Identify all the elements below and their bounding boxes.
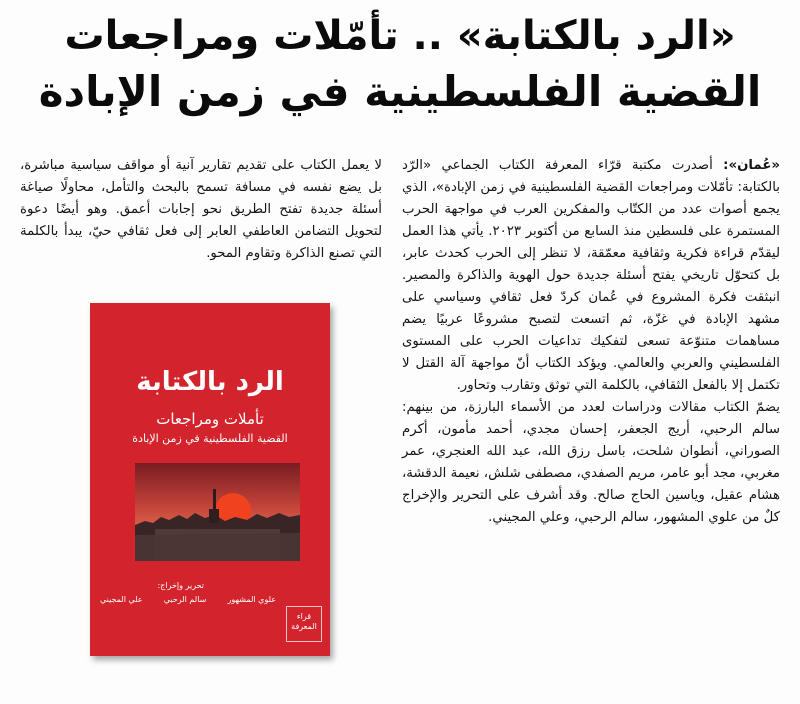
cover-subtitle-2: القضية الفلسطينية في زمن الإبادة (132, 432, 288, 445)
cover-title: الرد بالكتابة (136, 367, 284, 397)
article-headline (0, 8, 800, 120)
paragraph-1-text: أصدرت مكتبة قرّاء المعرفة الكتاب الجماعي «الرّد بالكتابة: تأمّلات ومراجعات القضية الفلسطينية في زمن الإبادة»، الذي يجمع أصوات عدد من الكتّاب والمفكرين العرب في مواجهة الحرب المستمرة على فلسطين منذ السابع من أكتوبر ٢٠٢٣. يأتي هذا العمل ليقدّم قراءة فكرية وثقافية معمّقة، لا تنظر إلى الحرب كحدث عابر، بل كتحوّل تاريخي يفتح أسئلة جديدة حول الهوية والذاكرة والمصير. انبثقت فكرة المشروع في عُمان كردّ فعل ثقافي وسياسي على مشهد الإبادة في غزّة، ثم اتسعت لتصبح مشروعًا عربيًا يضم مساهمات متنوّعة تسعى لتفكيك تداعيات الحرب على المستوى الفلسطيني والعربي والعالمي. ويؤكد الكتاب أنّ مواجهة آلة القتل لا تكتمل إلا بالفعل الثقافي، بالكلمة التي توثق وتقارب وتحاور. (402, 158, 780, 393)
credits-names (100, 593, 276, 607)
paragraph-3: لا يعمل الكتاب على تقديم تقارير آنية أو مواقف سياسية مباشرة، بل يضع نفسه في مسافة تسمح بالبحث والتأمل، محاولًا صياغة أسئلة جديدة تفتح الطريق نحو إجابات أعمق. وهو أيضًا دعوة لتحويل التضامن العاطفي العابر إلى فعل ثقافي حيّ، يبدأ بالكلمة التي تصنع الذاكرة وتقاوم المحو. (20, 158, 382, 261)
headline-line-1: «الرد بالكتابة» .. تأمّلات ومراجعات (64, 13, 736, 59)
article-column-right (402, 155, 780, 529)
book-cover (90, 303, 330, 656)
cover-subtitle: تأملات ومراجعات (156, 410, 264, 428)
paragraph-1 (402, 155, 780, 397)
editor-name: علي المجيني (100, 595, 143, 604)
paragraph-2: يضمّ الكتاب مقالات ودراسات لعدد من الأسماء البارزة، من بينهم: سالم الرحبي، أريج الجعفر، إحسان مجدي، أحمد مأمون، أكرم الصوراني، أنطوان شلحت، باسل رزق الله، عبد الله العنجري، عمر مغربي، مجد أبو عامر، مريم الصفدي، مصطفى شلش، نعيمة الدقشة، هشام عقيل، وياسين الحاج صالح. وقد أشرف على التحرير والإخراج كلٌ من علوي المشهور، سالم الرحبي، وعلي المجيني. (402, 400, 780, 525)
editor-name: سالم الرحبي (163, 595, 207, 604)
editor-name: علوي المشهور (227, 595, 276, 604)
headline-line-2: القضية الفلسطينية في زمن الإبادة (38, 67, 762, 116)
byline-tag: «عُمان»: (723, 158, 780, 173)
publisher-logo (286, 606, 322, 642)
article-column-left (20, 155, 382, 265)
cover-sunset-photo (135, 463, 300, 561)
sunset-city-image (135, 463, 300, 561)
publisher-name: قراء المعرفة (291, 612, 317, 631)
credits-label: تحرير وإخراج: (157, 581, 204, 590)
